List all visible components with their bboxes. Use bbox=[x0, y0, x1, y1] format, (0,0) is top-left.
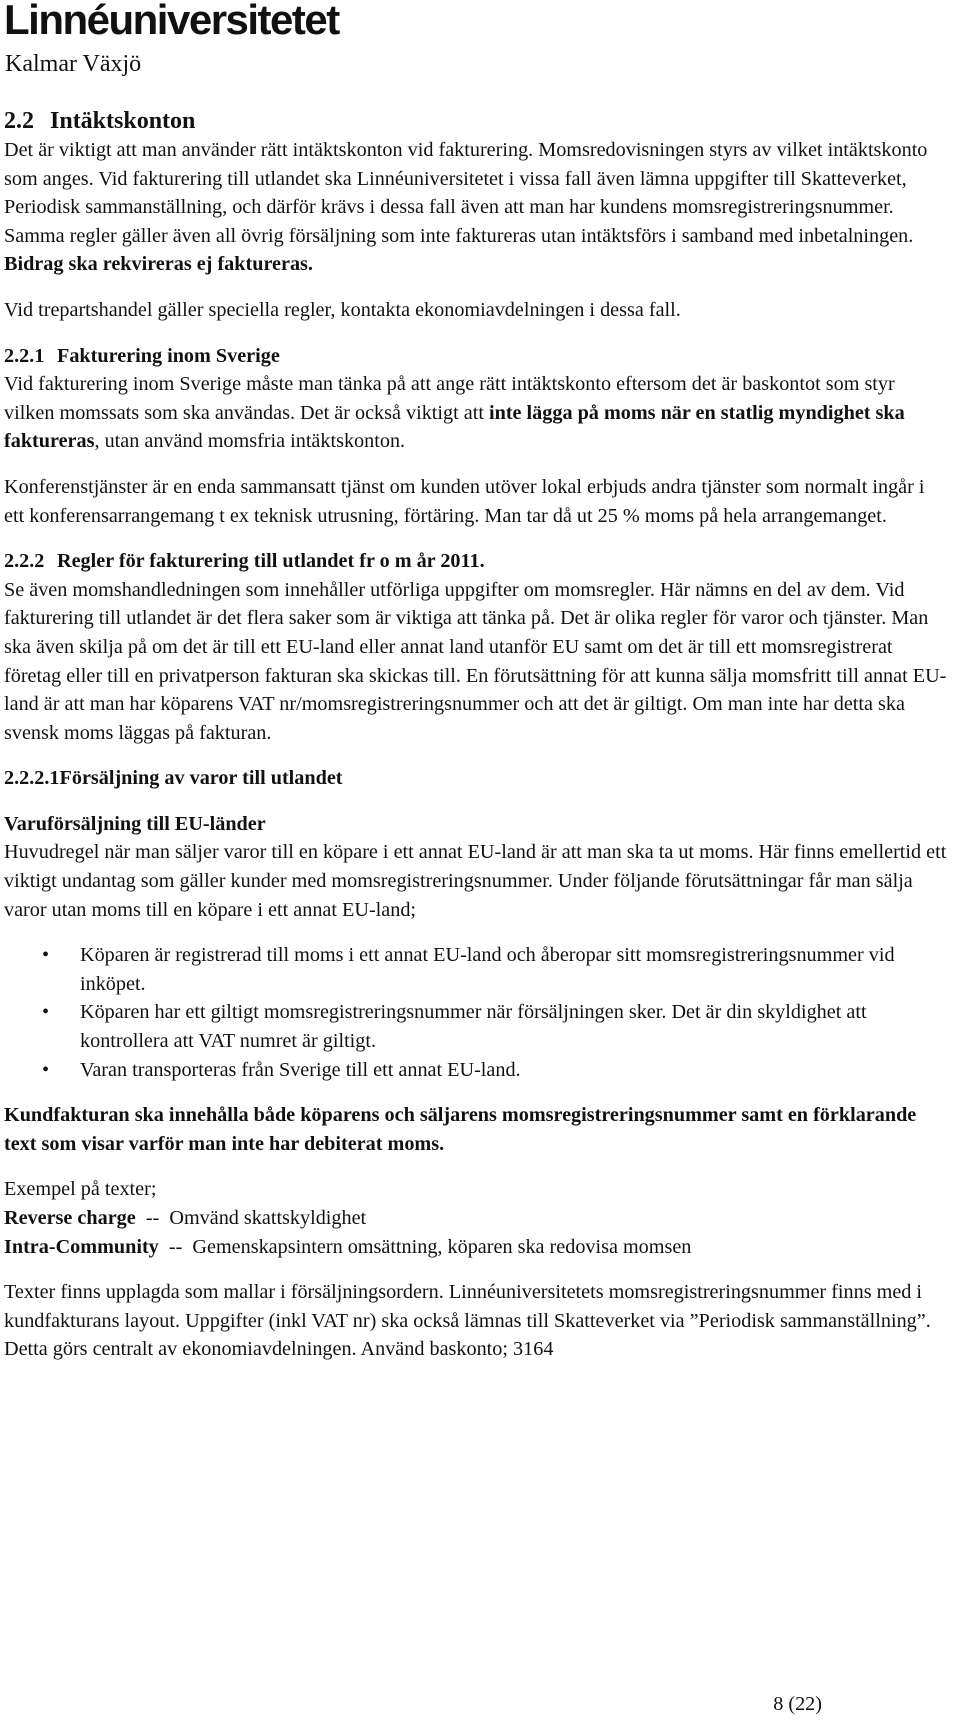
bold-text: Kundfakturan ska innehålla både köparens och säljarens momsregistreringsnummer samt en förklarande text som visar varför man inte har debiterat moms. bbox=[4, 1104, 917, 1155]
example-separator: -- bbox=[168, 1235, 183, 1258]
section-title: Regler för fakturering till utlandet fr o m år 2011. bbox=[57, 550, 485, 573]
list-item-text: Köparen är registrerad till moms i ett annat EU-land och åberopar sitt momsregistreringsnummer vid inköpet. bbox=[80, 944, 895, 995]
section-number: 2.2.2.1 bbox=[4, 767, 60, 790]
section-heading-2-2-2 bbox=[4, 547, 948, 576]
bullet-icon: • bbox=[42, 1001, 50, 1024]
paragraph bbox=[4, 370, 948, 456]
bold-text: Bidrag ska rekvireras ej faktureras. bbox=[4, 253, 313, 276]
subheading bbox=[4, 810, 948, 839]
paragraph bbox=[4, 136, 948, 279]
example-row bbox=[4, 1204, 948, 1233]
bold-text: inte lägga på moms när en statlig myndighet ska faktureras bbox=[4, 401, 905, 453]
section-title: Intäktskonton bbox=[50, 108, 196, 134]
paragraph-text: Vid fakturering inom Sverige måste man tänka på att ange rätt intäktskonto eftersom det är baskontot som styr vilken momssats som ska användas. Det är också viktigt att bbox=[4, 373, 895, 424]
page-number: 8 (22) bbox=[773, 1693, 822, 1715]
example-text: Omvänd skattskyldighet bbox=[169, 1207, 367, 1229]
document-content bbox=[4, 106, 948, 1364]
section-heading-2-2-1 bbox=[4, 342, 948, 371]
section-title: Fakturering inom Sverige bbox=[57, 344, 280, 367]
bold-text: Varuförsäljning till EU-länder bbox=[4, 812, 266, 835]
paragraph: Huvudregel när man säljer varor till en köpare i ett annat EU-land är att man ska ta ut moms. Här finns emellertid ett viktigt undantag som gäller kunder med momsregistreringsnummer. Under följande förutsättningar får man sälja varor utan moms till en köpare i ett annat EU-land; bbox=[4, 841, 947, 921]
list-item-text: Köparen har ett giltigt momsregistreringsnummer när försäljningen sker. Det är din skyldighet att kontrollera att VAT numret är giltigt. bbox=[80, 1001, 867, 1053]
paragraph: Texter finns upplagda som mallar i försäljningsordern. Linnéuniversitetets momsregistreringsnummer finns med i kundfakturans layout. Uppgifter (inkl VAT nr) ska också lämnas till Skatteverket via ”Periodisk sammanställning”. Detta görs centralt av ekonomiavdelningen. Använd baskonto; 3164 bbox=[4, 1281, 931, 1361]
examples-intro: Exempel på texter; bbox=[4, 1178, 157, 1201]
list-item bbox=[4, 941, 948, 998]
section-heading-2-2 bbox=[4, 106, 948, 136]
section-heading-2-2-2-1 bbox=[4, 764, 948, 793]
logo-name: Linnéuniversitetet bbox=[4, 0, 339, 43]
paragraph-text: Det är viktigt att man använder rätt intäktskonton vid fakturering. Momsredovisningen styrs av vilket intäktskonto som anges. Vid fakturering till utlandet ska Linnéuniversitetet i vissa fall även lämna uppgifter till Skatteverket, Periodisk sammanställning, och därför krävs i dessa fall även att man har kundens momsregistreringsnummer. Samma regler gäller även all övrig försäljning som inte faktureras utan intäktsförs i samband med inbetalningen. bbox=[4, 139, 928, 247]
list-item-text: Varan transporteras från Sverige till ett annat EU-land. bbox=[80, 1058, 521, 1081]
bullet-list bbox=[4, 941, 948, 1084]
section-number: 2.2.1 bbox=[4, 344, 45, 367]
example-term: Reverse charge bbox=[4, 1207, 136, 1229]
example-row bbox=[4, 1233, 948, 1262]
section-number: 2.2 bbox=[4, 108, 34, 134]
paragraph: Konferenstjänster är en enda sammansatt tjänst om kunden utöver lokal erbjuds andra tjänster som normalt ingår i ett konferensarrangemang t ex teknisk utrusning, förtäring. Man tar då ut 25 % moms på hela arrangemanget. bbox=[4, 475, 925, 527]
list-item bbox=[4, 998, 948, 1055]
example-separator: -- bbox=[145, 1207, 160, 1229]
paragraph: Se även momshandledningen som innehåller utförliga uppgifter om momsregler. Här nämns en del av dem. Vid fakturering till utlandet är det flera saker som är viktiga att tänka på. Det är olika regler för varor och tjänster. Man ska även skilja på om det är till ett EU-land eller annat land utanför EU samt om det är till ett momsregistrerat företag eller till en privatperson fakturan ska skickas till. En förutsättning för att kunna sälja momsfritt till annat EU-land är att man har köparens VAT nr/momsregistreringsnummer och att det är giltigt. Om man inte har detta ska svensk moms läggas på fakturan. bbox=[4, 578, 947, 744]
logo-subtitle: Kalmar Växjö bbox=[5, 51, 142, 77]
bullet-icon: • bbox=[42, 1058, 50, 1081]
bullet-icon: • bbox=[42, 944, 50, 967]
section-title: Försäljning av varor till utlandet bbox=[59, 767, 343, 790]
example-term: Intra-Community bbox=[4, 1235, 159, 1258]
paragraph: Vid trepartshandel gäller speciella regler, kontakta ekonomiavdelningen i dessa fall. bbox=[4, 298, 681, 321]
example-text: Gemenskapsintern omsättning, köparen ska redovisa momsen bbox=[192, 1235, 692, 1258]
document-page bbox=[4, 0, 948, 1730]
list-item bbox=[4, 1056, 948, 1085]
paragraph-text: , utan använd momsfria intäktskonton. bbox=[94, 430, 406, 453]
bold-note bbox=[4, 1101, 948, 1158]
section-number: 2.2.2 bbox=[4, 550, 45, 573]
